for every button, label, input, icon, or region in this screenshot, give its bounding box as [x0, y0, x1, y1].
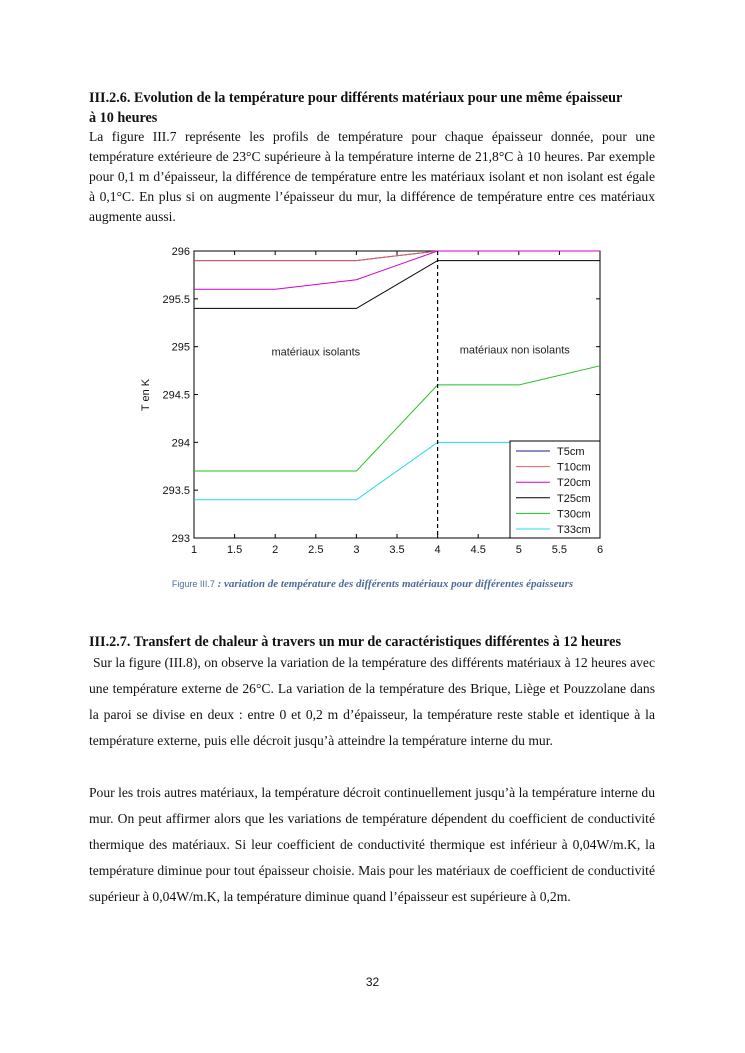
x-tick-label: 5.5 — [551, 544, 568, 556]
x-tick-label: 2 — [272, 544, 279, 556]
temperature-chart — [138, 240, 613, 562]
x-tick-label: 1.5 — [226, 544, 243, 556]
x-tick-label: 3 — [353, 544, 360, 556]
section-paragraph-3-2-7-b: Pour les trois autres matériaux, la température décroit continuellement jusqu’à la température interne du mur. On peut affirmer alors que les variations de température dépendent du coefficient de conductivité thermique des matériaux. Si leur coefficient de conductivité thermique est inférieur à 0,04W/m.K, la température diminue pour tout épaisseur choisie. Mais pour les matériaux de coefficient de conductivité supérieur à 0,04W/m.K, la température diminue quand l’épaisseur est supérieure à 0,2m. — [89, 785, 655, 904]
y-tick-label: 296 — [171, 246, 190, 258]
legend-label-t10cm: T10cm — [557, 461, 591, 474]
section-heading-3-2-7: III.2.7. Transfert de chaleur à travers un mur de caractéristiques différentes à 12 heures — [89, 634, 621, 650]
figure-caption — [0, 578, 745, 590]
caption-text: : variation de température des différents matériaux pour différentes épaisseurs — [214, 578, 574, 590]
x-tick-label: 4.5 — [470, 544, 486, 556]
section-paragraph-3-2-7-a: Sur la figure (III.8), on observe la variation de la température des différents matériaux à 12 heures avec une température externe de 26°C. La variation de la température des Brique, Liège et Pouzzolane dans la paroi se divise en deux : entre 0 et 0,2 m d’épaisseur, la température reste stable et identique à la température externe, puis elle décroit jusqu’à atteindre la température interne du mur. — [89, 655, 655, 748]
section-heading-3-2-6 — [89, 88, 655, 128]
x-tick-label: 4 — [434, 544, 441, 556]
chart-legend — [510, 441, 600, 538]
y-axis-label: T en K — [140, 378, 152, 412]
y-tick-label: 293.5 — [162, 485, 190, 498]
section-paragraph-3-2-6: La figure III.7 représente les profils de température pour chaque épaisseur donnée, pour une température extérieure de 23°C supérieure à la température interne de 21,8°C à 10 heures. Par exemple pour 0,1 m d’épaisseur, la différence de température entre les matériaux isolant et non isolant est égale à 0,1°C. En plus si on augmente l’épaisseur du mur, la différence de température entre ces matériaux augmente aussi. — [89, 129, 655, 224]
x-tick-label: 3.5 — [389, 544, 405, 556]
x-tick-label: 6 — [596, 544, 604, 556]
x-tick-label: 5 — [515, 544, 522, 556]
caption-prefix: Figure III.7 — [171, 579, 215, 589]
legend-label-t30cm: T30cm — [557, 508, 591, 521]
y-tick-label: 293 — [171, 533, 190, 545]
x-tick-label: 1 — [190, 544, 198, 556]
legend-label-t20cm: T20cm — [557, 477, 591, 490]
y-tick-label: 294 — [171, 437, 190, 450]
section-title-line2: à 10 heures — [89, 110, 158, 126]
section-title-line1: III.2.6. Evolution de la température pour différents matériaux pour une même épaisseur — [89, 90, 623, 106]
y-tick-label: 294.5 — [162, 389, 190, 402]
y-tick-label: 295.5 — [162, 293, 190, 306]
legend-label-t33cm: T33cm — [557, 524, 591, 536]
y-tick-label: 295 — [171, 341, 190, 354]
annotation-non-insulating: matériaux non isolants — [459, 344, 570, 357]
legend-label-t25cm: T25cm — [557, 492, 591, 505]
legend-label-t5cm: T5cm — [557, 446, 585, 458]
x-tick-label: 2.5 — [308, 544, 324, 556]
annotation-insulating: matériaux isolants — [271, 346, 361, 359]
page-number: 32 — [365, 975, 380, 989]
